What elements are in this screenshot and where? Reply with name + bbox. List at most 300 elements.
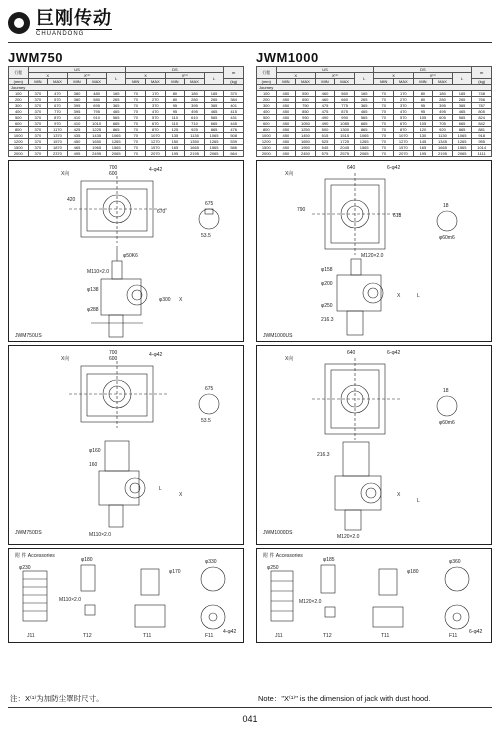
table-cell: 1050: [296, 121, 316, 127]
accessory-label: T11: [143, 633, 152, 639]
table-cell: 665: [106, 121, 126, 127]
table-cell: 450: [276, 127, 296, 133]
table-cell: 70: [374, 151, 394, 157]
dim-label: φ250: [267, 565, 279, 571]
table-cell: 145: [413, 139, 433, 145]
table-cell: 70: [126, 91, 146, 97]
table-cell: 1065: [106, 133, 126, 139]
table-cell: 2195: [185, 151, 205, 157]
table-header-cell: MAX: [185, 79, 205, 85]
dim-label: φ300: [159, 297, 171, 303]
table-cell: 990: [335, 115, 355, 121]
brand-name-en: CHUANDONG: [36, 29, 112, 37]
table-cell: 2575: [335, 151, 355, 157]
table-cell: 2065: [204, 151, 224, 157]
table-cell: 1345: [433, 139, 453, 145]
dim-label: 700: [109, 350, 118, 356]
dim-label: φ138: [87, 287, 99, 293]
table-cell: 539: [224, 139, 244, 145]
table-cell: 120: [413, 127, 433, 133]
ds-caption: JWM1000DS: [263, 530, 293, 536]
table-header-cell: (kg): [224, 79, 244, 85]
table-header-cell: X⁽¹⁾: [67, 73, 106, 79]
table-cell: 170: [146, 91, 166, 97]
table-cell: 515: [315, 133, 335, 139]
table-cell: 370: [28, 97, 48, 103]
table-cell: 450: [276, 91, 296, 97]
table-cell: 80: [413, 91, 433, 97]
table-cell: 560: [335, 91, 355, 97]
table-cell: 670: [48, 103, 68, 109]
table-cell: 550: [296, 91, 316, 97]
table-cell: 130: [413, 133, 433, 139]
table-cell: 280: [185, 97, 205, 103]
table-cell: 565: [452, 115, 472, 121]
table-cell: 705: [433, 121, 453, 127]
table-header-cell: US: [276, 67, 374, 73]
table-cell: 70: [126, 127, 146, 133]
table-header-cell: X: [126, 73, 165, 79]
table-cell: 70: [126, 103, 146, 109]
table-cell: 1950: [296, 145, 316, 151]
table-cell: 1565: [106, 145, 126, 151]
table-cell: 1000: [257, 133, 277, 139]
spec-table: [256, 66, 492, 157]
table-cell: 445: [224, 121, 244, 127]
table-cell: 365: [204, 103, 224, 109]
table-cell: 495: [433, 109, 453, 115]
table-header-cell: L: [204, 73, 224, 85]
table-cell: 401: [224, 103, 244, 109]
table-cell: 1111: [472, 151, 492, 157]
table-cell: 370: [28, 133, 48, 139]
table-cell: 265: [204, 97, 224, 103]
table-cell: 1665: [433, 145, 453, 151]
accessory-label: J11: [275, 633, 283, 639]
table-cell: 370: [28, 145, 48, 151]
table-cell: 80: [165, 97, 185, 103]
table-cell: 1570: [394, 145, 414, 151]
table-cell: 380: [67, 97, 87, 103]
table-cell: 300: [9, 103, 29, 109]
table-cell: 508: [224, 133, 244, 139]
accessories-drawing: [257, 549, 493, 644]
table-cell: 925: [185, 127, 205, 133]
table-cell: 180: [185, 91, 205, 97]
table-cell: 1665: [185, 145, 205, 151]
dim-label: φ288: [87, 307, 99, 313]
ds-drawing: [257, 346, 493, 546]
us-drawing: [9, 161, 245, 343]
dim-label: 160: [89, 462, 98, 468]
table-cell: 195: [413, 151, 433, 157]
dim-label: φ360: [449, 559, 461, 565]
table-cell: 1370: [48, 133, 68, 139]
table-cell: 955: [472, 139, 492, 145]
table-cell: 70: [374, 91, 394, 97]
table-header-cell: X⁽¹⁾: [413, 73, 452, 79]
spec-table: [8, 66, 244, 157]
table-cell: 2000: [9, 151, 29, 157]
table-cell: 70: [126, 109, 146, 115]
table-cell: 425: [67, 127, 87, 133]
dim-label: M120×2.0: [299, 599, 322, 605]
table-cell: 1565: [452, 145, 472, 151]
dim-label: 216.3: [321, 317, 334, 323]
table-cell: 500: [9, 115, 29, 121]
table-cell: 570: [394, 115, 414, 121]
accessory-label: T11: [381, 633, 390, 639]
table-cell: 415: [224, 109, 244, 115]
brand-logo-icon: [8, 12, 30, 34]
table-header-cell: X: [28, 73, 67, 79]
table-cell: 660: [335, 97, 355, 103]
table-cell: 200: [257, 97, 277, 103]
table-cell: 875: [335, 109, 355, 115]
dim-label: 6-φ42: [387, 165, 401, 171]
table-cell: 395: [67, 103, 87, 109]
table-cell: 1270: [146, 139, 166, 145]
table-row: [9, 151, 244, 157]
us-drawing-panel: [8, 160, 244, 342]
table-header-cell: L: [452, 73, 472, 85]
table-cell: 70: [374, 121, 394, 127]
table-cell: 110: [165, 121, 185, 127]
dim-label: 640: [347, 350, 356, 356]
table-header-cell: DS: [374, 67, 472, 73]
accessory-label: T12: [83, 633, 92, 639]
table-cell: 1265: [106, 139, 126, 145]
note-en: Note："X⁽¹⁾" is the dimension of jack with dust hood.: [258, 694, 431, 703]
table-cell: 270: [394, 97, 414, 103]
table-header-cell: m: [472, 67, 492, 79]
table-cell: 881: [472, 127, 492, 133]
table-header-cell: DS: [126, 67, 224, 73]
table-cell: 165: [452, 91, 472, 97]
dim-label: φ180: [81, 557, 93, 563]
table-cell: 280: [433, 97, 453, 103]
table-cell: 395: [433, 103, 453, 109]
table-cell: 2045: [335, 145, 355, 151]
table-cell: 865: [204, 127, 224, 133]
table-cell: 95: [165, 109, 185, 115]
table-cell: 1265: [354, 139, 374, 145]
dim-label: 216.3: [317, 452, 330, 458]
table-cell: 170: [394, 91, 414, 97]
table-cell: 770: [48, 109, 68, 115]
table-cell: 1135: [185, 133, 205, 139]
dim-label: φ160: [89, 448, 101, 454]
table-cell: 100: [257, 91, 277, 97]
table-header-cell: MAX: [146, 79, 166, 85]
table-cell: 1065: [204, 133, 224, 139]
table-cell: 1500: [9, 145, 29, 151]
table-cell: 465: [67, 145, 87, 151]
table-cell: 370: [28, 151, 48, 157]
accessory-label: F11: [449, 633, 458, 639]
table-cell: 1650: [296, 139, 316, 145]
ds-caption: JWM750DS: [15, 530, 42, 536]
table-cell: 670: [146, 121, 166, 127]
table-cell: 70: [374, 139, 394, 145]
table-cell: 1014: [472, 145, 492, 151]
us-drawing-panel: [256, 160, 492, 342]
table-cell: 476: [224, 127, 244, 133]
accessories-panel: [256, 548, 492, 643]
table-cell: 450: [276, 109, 296, 115]
table-cell: 1130: [433, 133, 453, 139]
dim-label: 670: [157, 209, 166, 215]
dim-label: M110×2.0: [89, 532, 112, 538]
table-header-cell: X: [276, 73, 315, 79]
note-cn: 注：X⁽¹⁾为加防尘罩时尺寸。: [10, 694, 104, 703]
table-cell: 365: [106, 103, 126, 109]
table-cell: 910: [87, 115, 107, 121]
table-cell: 1565: [204, 145, 224, 151]
table-cell: 787: [472, 103, 492, 109]
table-cell: 2065: [106, 151, 126, 157]
table-cell: 495: [67, 151, 87, 157]
table-cell: 970: [48, 121, 68, 127]
table-cell: 410: [67, 121, 87, 127]
table-cell: 570: [48, 97, 68, 103]
table-cell: 565: [106, 115, 126, 121]
table-header-cell: m: [224, 67, 244, 79]
table-cell: 270: [146, 97, 166, 103]
table-cell: 370: [28, 139, 48, 145]
table-cell: 135: [165, 133, 185, 139]
table-cell: 470: [394, 109, 414, 115]
table-cell: 395: [67, 109, 87, 115]
dim-label: 700: [109, 165, 118, 171]
model-title: JWM1000: [256, 50, 319, 65]
table-cell: 600: [257, 121, 277, 127]
table-cell: 450: [276, 145, 296, 151]
dim-label: L: [159, 486, 162, 492]
table-cell: 920: [433, 127, 453, 133]
dim-label: 4-φ42: [149, 352, 163, 358]
dim-label: φ250: [321, 303, 333, 309]
table-cell: 2370: [48, 151, 68, 157]
table-cell: 384: [224, 97, 244, 103]
table-cell: 1515: [335, 133, 355, 139]
dim-label: 420: [67, 197, 76, 203]
table-header-cell: MAX: [394, 79, 414, 85]
table-cell: 1065: [452, 133, 472, 139]
table-cell: 1265: [204, 139, 224, 145]
dim-label: 675: [205, 201, 214, 207]
table-cell: 380: [67, 91, 87, 97]
table-cell: 1870: [48, 145, 68, 151]
page-number: 041: [242, 714, 258, 724]
table-cell: 70: [126, 139, 146, 145]
table-cell: 370: [224, 91, 244, 97]
table-cell: 2065: [354, 151, 374, 157]
table-cell: 365: [452, 103, 472, 109]
table-cell: 1250: [296, 127, 316, 133]
table-cell: 70: [374, 127, 394, 133]
table-cell: 870: [394, 127, 414, 133]
table-cell: 1170: [48, 127, 68, 133]
table-cell: 805: [472, 109, 492, 115]
table-cell: 2000: [257, 151, 277, 157]
ds-drawing-panel: [256, 345, 492, 545]
table-cell: 70: [374, 145, 394, 151]
dim-label: M110×2.0: [59, 597, 82, 603]
table-cell: 865: [106, 127, 126, 133]
dim-label: φ158: [321, 267, 333, 273]
dim-label: 18: [443, 203, 449, 209]
table-cell: 450: [276, 139, 296, 145]
view-direction-label: X向: [61, 171, 70, 177]
table-cell: 495: [185, 109, 205, 115]
table-cell: 775: [335, 103, 355, 109]
dim-label: φ60m6: [439, 235, 455, 241]
dim-label: L: [417, 498, 420, 504]
table-cell: 370: [28, 127, 48, 133]
accessories-panel: [8, 548, 244, 643]
table-cell: 480: [87, 91, 107, 97]
table-cell: 870: [48, 115, 68, 121]
table-cell: 800: [257, 127, 277, 133]
table-cell: 565: [204, 115, 224, 121]
table-cell: 165: [165, 145, 185, 151]
table-header-cell: MIN: [67, 79, 87, 85]
dim-label: 6-φ42: [387, 350, 401, 356]
table-cell: 100: [9, 91, 29, 97]
table-cell: 370: [28, 109, 48, 115]
table-cell: 265: [354, 97, 374, 103]
dim-label: 53.5: [201, 233, 211, 239]
table-header-cell: MIN: [315, 79, 335, 85]
table-cell: 1650: [87, 139, 107, 145]
dim-label: M110×2.0: [87, 269, 110, 275]
table-cell: 150: [165, 139, 185, 145]
dim-label: φ185: [323, 557, 335, 563]
dim-label: 4-φ42: [149, 167, 163, 173]
dim-label: M120×2.0: [361, 253, 384, 259]
view-direction-label: X向: [61, 356, 70, 362]
accessories-title: 附 件 Accessories: [15, 553, 55, 559]
accessory-label: T12: [323, 633, 332, 639]
view-direction-label: X向: [285, 171, 294, 177]
dim-label: φ330: [205, 559, 217, 565]
table-cell: 664: [224, 151, 244, 157]
table-header-cell: Journey: [257, 85, 492, 91]
table-cell: 1000: [9, 133, 29, 139]
table-cell: 165: [413, 145, 433, 151]
table-header-cell: MAX: [87, 79, 107, 85]
ds-drawing: [9, 346, 245, 546]
table-cell: 70: [126, 97, 146, 103]
table-cell: 465: [452, 109, 472, 115]
table-cell: 125: [165, 127, 185, 133]
table-cell: 1500: [257, 145, 277, 151]
table-cell: 450: [276, 151, 296, 157]
dim-label: 790: [297, 207, 306, 213]
table-cell: 650: [296, 97, 316, 103]
table-cell: 105: [413, 121, 433, 127]
table-cell: 450: [67, 139, 87, 145]
table-header-cell: MAX: [433, 79, 453, 85]
table-cell: 865: [452, 127, 472, 133]
table-cell: 500: [257, 115, 277, 121]
dim-label: X: [397, 293, 401, 299]
dim-label: 6-φ42: [469, 629, 483, 635]
table-cell: 80: [413, 97, 433, 103]
dim-label: 600: [109, 356, 118, 362]
table-cell: 2070: [146, 151, 166, 157]
table-cell: 450: [276, 133, 296, 139]
header-divider: [8, 42, 492, 43]
table-cell: 665: [354, 121, 374, 127]
table-cell: 2495: [87, 151, 107, 157]
table-cell: 475: [315, 109, 335, 115]
table-cell: 1565: [354, 145, 374, 151]
table-cell: 265: [452, 97, 472, 103]
table-cell: 1085: [335, 121, 355, 127]
table-cell: 575: [315, 151, 335, 157]
dim-label: 675: [205, 386, 214, 392]
accessory-label: F11: [205, 633, 214, 639]
table-cell: 370: [146, 103, 166, 109]
table-row: [257, 151, 492, 157]
table-header-cell: Journey: [9, 85, 244, 91]
table-cell: 195: [165, 151, 185, 157]
table-cell: 165: [106, 91, 126, 97]
table-cell: 545: [315, 145, 335, 151]
table-cell: 450: [276, 103, 296, 109]
table-cell: 450: [276, 121, 296, 127]
table-header-cell: L: [354, 73, 374, 85]
dim-label: 18: [443, 388, 449, 394]
table-cell: 1435: [87, 133, 107, 139]
table-cell: 435: [67, 133, 87, 139]
table-cell: 165: [354, 91, 374, 97]
table-cell: 1450: [296, 133, 316, 139]
model-column-jwm1000: [256, 50, 492, 643]
table-cell: 800: [9, 127, 29, 133]
table-cell: 365: [354, 103, 374, 109]
brand-name-cn: 巨刚传动: [36, 7, 112, 29]
table-cell: 665: [452, 121, 472, 127]
table-cell: 300: [257, 103, 277, 109]
table-cell: 525: [315, 139, 335, 145]
table-cell: 70: [374, 115, 394, 121]
table-cell: 710: [185, 121, 205, 127]
table-cell: 165: [204, 91, 224, 97]
table-cell: 70: [374, 109, 394, 115]
table-cell: 95: [413, 103, 433, 109]
table-header-cell: 行程: [257, 67, 277, 79]
table-cell: 70: [126, 115, 146, 121]
table-cell: 1965: [87, 145, 107, 151]
table-cell: 410: [67, 115, 87, 121]
table-cell: 600: [9, 121, 29, 127]
table-header-cell: MAX: [48, 79, 68, 85]
table-cell: 665: [204, 121, 224, 127]
table-cell: 370: [394, 103, 414, 109]
table-cell: 465: [204, 109, 224, 115]
table-cell: 95: [413, 109, 433, 115]
table-cell: 1725: [335, 139, 355, 145]
table-cell: 2065: [452, 151, 472, 157]
dim-label: X: [397, 492, 401, 498]
table-cell: 748: [472, 91, 492, 97]
table-cell: 70: [374, 133, 394, 139]
dim-label: φ230: [19, 565, 31, 571]
table-header-cell: X⁽¹⁾: [165, 73, 204, 79]
